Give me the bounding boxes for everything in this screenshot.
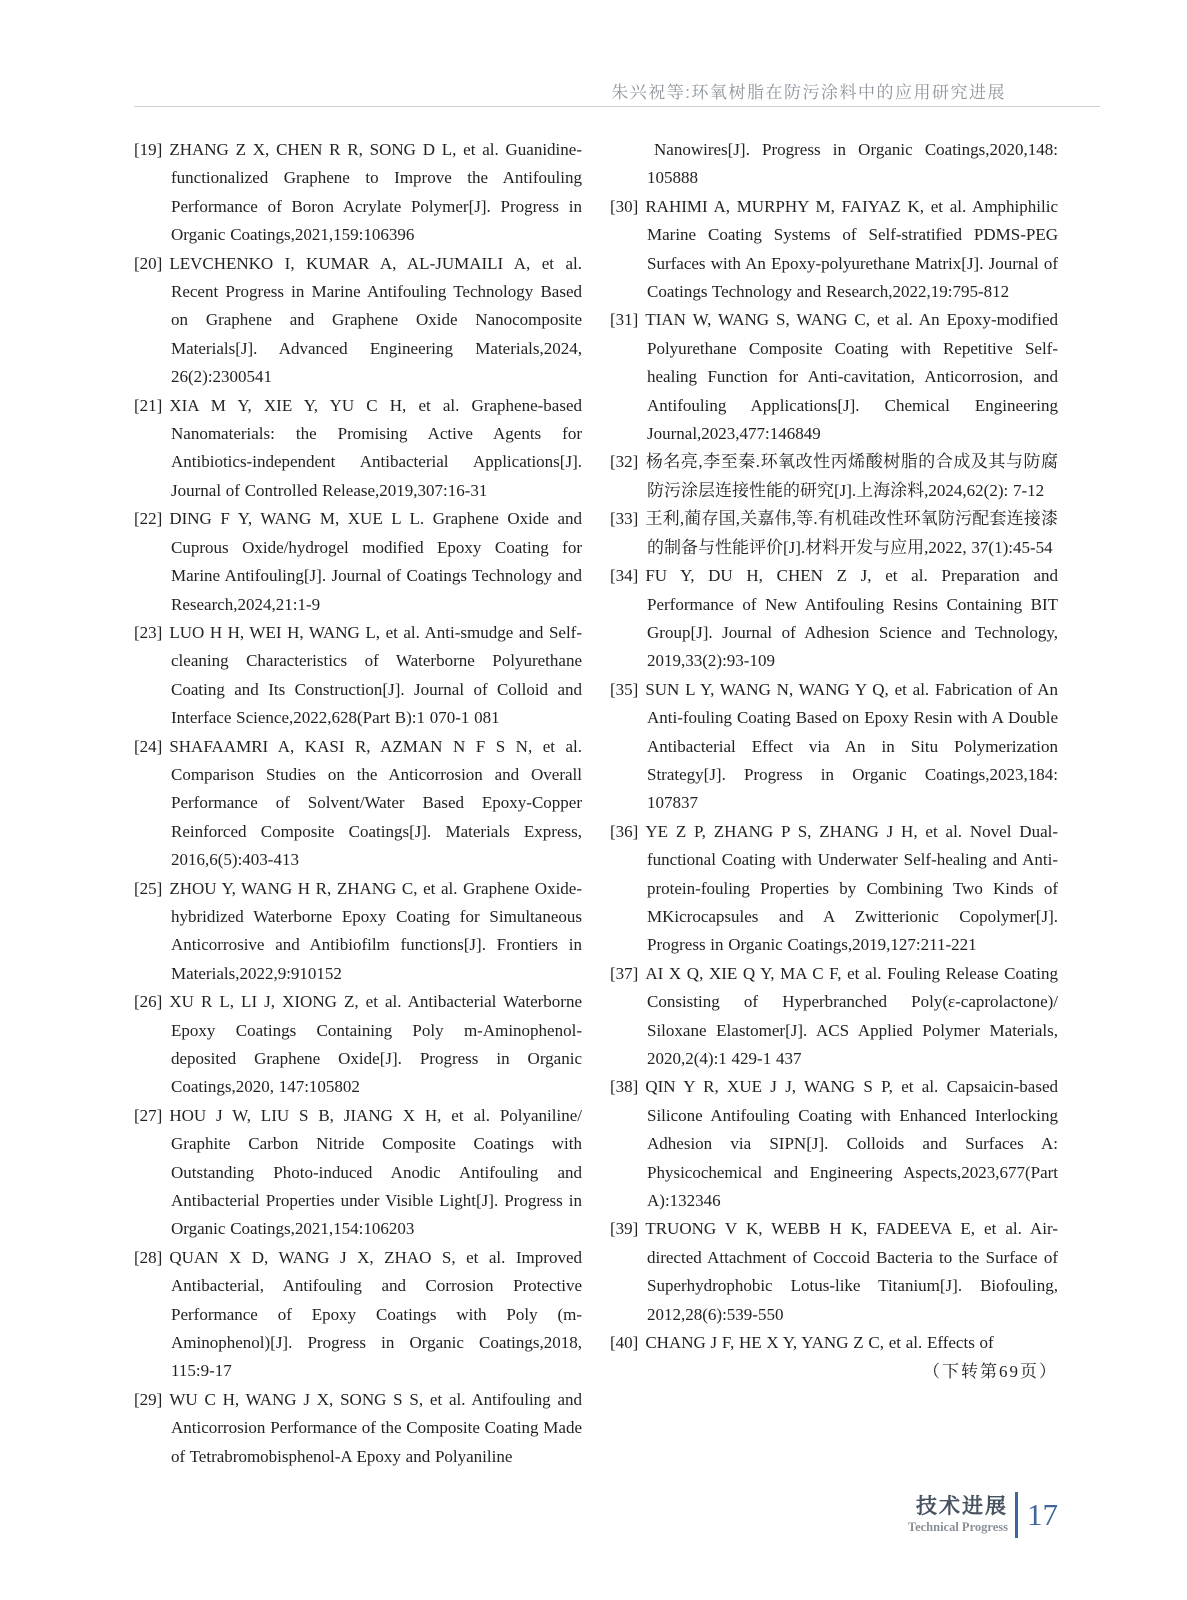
reference-id: [32] — [610, 452, 639, 472]
reference-text: YE Z P, ZHANG P S, ZHANG J H, et al. Novel Dual-functional Coating with Underwater Self-healing and Anti-protein-fouling Properties by Combining Two Kinds of MKicrocapsules and A Zwitterionic Copolymer[J]. Progress in Organic Coatings,2019,127:211-221 — [645, 821, 1058, 955]
reference-id: [31] — [610, 310, 639, 330]
reference-id: [19] — [134, 140, 163, 159]
footer-section-title-cn: 技术进展 — [916, 1495, 1008, 1518]
footer-section-title-en: Technical Progress — [907, 1520, 1008, 1534]
reference-entry — [134, 505, 582, 619]
reference-text: ZHOU Y, WANG H R, ZHANG C, et al. Graphene Oxide-hybridized Waterborne Epoxy Coating for Simultaneous Anticorrosive and Antibiofilm functions[J]. Frontiers in Materials,2022,9:910152 — [169, 878, 582, 983]
reference-text: SHAFAAMRI A, KASI R, AZMAN N F S N, et al. Comparison Studies on the Anticorrosion and Overall Performance of Solvent/Water Based Epoxy-Copper Reinforced Composite Coatings[J]. Materials Express, 2016,6(5):403-413 — [169, 736, 582, 870]
reference-text: AI X Q, XIE Q Y, MA C F, et al. Fouling Release Coating Consisting of Hyperbranched Poly(ε-caprolactone)/ Siloxane Elastomer[J]. ACS Applied Polymer Materials, 2020,2(4):1 429-1 437 — [645, 963, 1058, 1068]
reference-text: TIAN W, WANG S, WANG C, et al. An Epoxy-modified Polyurethane Composite Coating with Repetitive Self-healing Function for Anti-cavitation, Anticorrosion, and Antifouling Applications[J]. Chemical Engineering Journal,2023,477:146849 — [645, 310, 1058, 444]
reference-text: WU C H, WANG J X, SONG S S, et al. Antifouling and Anticorrosion Performance of the Composite Coating Made of Tetrabromobisphenol-A Epoxy and Polyaniline — [169, 1389, 582, 1466]
reference-id: [33] — [610, 509, 639, 529]
reference-text: TRUONG V K, WEBB H K, FADEEVA E, et al. Air-directed Attachment of Coccoid Bacteria to the Surface of Superhydrophobic Lotus-like Titanium[J]. Biofouling, 2012,28(6):539-550 — [645, 1219, 1058, 1324]
reference-entry — [610, 448, 1058, 505]
reference-entry — [610, 1215, 1058, 1329]
reference-entry — [134, 733, 582, 875]
continuation-note: （下转第69页） — [923, 1362, 1058, 1382]
reference-id: [40] — [610, 1333, 639, 1353]
reference-entry — [134, 392, 582, 506]
references-left-column — [134, 136, 582, 1471]
reference-entry — [610, 193, 1058, 307]
reference-id: [38] — [610, 1077, 639, 1097]
reference-id: [20] — [134, 253, 163, 273]
running-title: 朱兴祝等:环氧树脂在防污涂料中的应用研究进展 — [611, 83, 1006, 102]
reference-entry — [610, 306, 1058, 448]
reference-entry — [134, 1386, 582, 1471]
reference-entry — [134, 1244, 582, 1386]
reference-id: [23] — [134, 622, 163, 642]
references-right-column — [610, 136, 1058, 1471]
reference-id: [27] — [134, 1105, 163, 1125]
reference-entry — [134, 619, 582, 733]
reference-entry — [134, 988, 582, 1102]
reference-text: LEVCHENKO I, KUMAR A, AL-JUMAILI A, et al. Recent Progress in Marine Antifouling Technology Based on Graphene and Graphene Oxide Nanocomposite Materials[J]. Advanced Engineering Materials,2024, 26(2):2300541 — [169, 253, 582, 387]
reference-text: SUN L Y, WANG N, WANG Y Q, et al. Fabrication of An Anti-fouling Coating Based on Epoxy Resin with A Double Antibacterial Effect via An in Situ Polymerization Strategy[J]. Progress in Organic Coatings,2023,184: 107837 — [645, 679, 1058, 813]
reference-entry — [610, 676, 1058, 818]
reference-id: [22] — [134, 509, 163, 529]
reference-id: [26] — [134, 992, 163, 1012]
reference-text: XIA M Y, XIE Y, YU C H, et al. Graphene-based Nanomaterials: the Promising Active Agents for Antibiotics-independent Antibacterial Applications[J]. Journal of Controlled Release,2019,307:16-31 — [169, 395, 582, 500]
reference-text: LUO H H, WEI H, WANG L, et al. Anti-smudge and Self-cleaning Characteristics of Waterborne Polyurethane Coating and Its Construction[J]. Journal of Colloid and Interface Science,2022,628(Part B):1 070-1 081 — [169, 622, 582, 728]
reference-id: [24] — [134, 736, 163, 756]
reference-id: [34] — [610, 566, 639, 586]
reference-entry — [610, 136, 1058, 193]
footer-section — [908, 1492, 1058, 1538]
reference-text: FU Y, DU H, CHEN Z J, et al. Preparation and Performance of New Antifouling Resins Containing BIT Group[J]. Journal of Adhesion Science and Technology, 2019,33(2):93-109 — [645, 566, 1058, 671]
reference-text: ZHANG Z X, CHEN R R, SONG D L, et al. Guanidine-functionalized Graphene to Improve the Antifouling Performance of Boron Acrylate Polymer[J]. Progress in Organic Coatings,2021,159:106396 — [169, 140, 582, 245]
header-rule — [134, 106, 1100, 107]
reference-id: [37] — [610, 963, 639, 983]
reference-text: RAHIMI A, MURPHY M, FAIYAZ K, et al. Amphiphilic Marine Coating Systems of Self-stratified PDMS-PEG Surfaces with An Epoxy-polyurethane Matrix[J]. Journal of Coatings Technology and Research,2022,19:795-812 — [645, 196, 1058, 302]
reference-text: 杨名亮,李至秦.环氧改性丙烯酸树脂的合成及其与防腐防污涂层连接性能的研究[J].上海涂料,2024,62(2): 7-12 — [645, 452, 1058, 500]
reference-entry — [134, 1102, 582, 1244]
footer-section-labels — [908, 1495, 1008, 1535]
reference-entry — [610, 818, 1058, 960]
reference-entry — [134, 136, 582, 250]
reference-text: QIN Y R, XUE J J, WANG S P, et al. Capsaicin-based Silicone Antifouling Coating with Enhanced Interlocking Adhesion via SIPN[J]. Colloids and Surfaces A: Physicochemical and Engineering Aspects,2023,677(Part A):132346 — [645, 1077, 1058, 1211]
reference-id: [28] — [134, 1247, 163, 1267]
reference-id: [35] — [610, 679, 639, 699]
reference-id: [30] — [610, 196, 639, 216]
reference-text: XU R L, LI J, XIONG Z, et al. Antibacterial Waterborne Epoxy Coatings Containing Poly m-Aminophenol-deposited Graphene Oxide[J]. Progress in Organic Coatings,2020, 147:105802 — [169, 992, 582, 1097]
page-number: 17 — [1027, 1497, 1058, 1532]
reference-entry — [610, 1073, 1058, 1215]
reference-id: [39] — [610, 1219, 639, 1239]
reference-text: HOU J W, LIU S B, JIANG X H, et al. Polyaniline/ Graphite Carbon Nitride Composite Coatings with Outstanding Photo-induced Anodic Antifouling and Antibacterial Properties under Visible Light[J]. Progress in Organic Coatings,2021,154:106203 — [169, 1105, 582, 1239]
reference-text: QUAN X D, WANG J X, ZHAO S, et al. Improved Antibacterial, Antifouling and Corrosion Protective Performance of Epoxy Coatings with Poly (m-Aminophenol)[J]. Progress in Organic Coatings,2018, 115:9-17 — [169, 1247, 582, 1381]
reference-text: Nanowires[J]. Progress in Organic Coatings,2020,148: 105888 — [647, 140, 1058, 188]
footer-divider — [1015, 1492, 1018, 1538]
reference-id: [25] — [134, 878, 163, 898]
reference-entry — [610, 562, 1058, 676]
reference-entry — [134, 250, 582, 392]
reference-id: [36] — [610, 821, 639, 841]
reference-id: [21] — [134, 395, 163, 415]
references-section — [134, 136, 1058, 1471]
reference-text: 王利,蔺存国,关嘉伟,等.有机硅改性环氧防污配套连接漆的制备与性能评价[J].材料开发与应用,2022, 37(1):45-54 — [645, 509, 1058, 557]
reference-entry — [610, 505, 1058, 562]
reference-text: DING F Y, WANG M, XUE L L. Graphene Oxide and Cuprous Oxide/hydrogel modified Epoxy Coating for Marine Antifouling[J]. Journal of Coatings Technology and Research,2024,21:1-9 — [169, 509, 582, 614]
reference-id: [29] — [134, 1389, 163, 1409]
reference-entry — [610, 1329, 1058, 1357]
reference-entry — [610, 960, 1058, 1074]
reference-entry — [134, 875, 582, 989]
reference-text: CHANG J F, HE X Y, YANG Z C, et al. Effects of — [645, 1333, 994, 1353]
